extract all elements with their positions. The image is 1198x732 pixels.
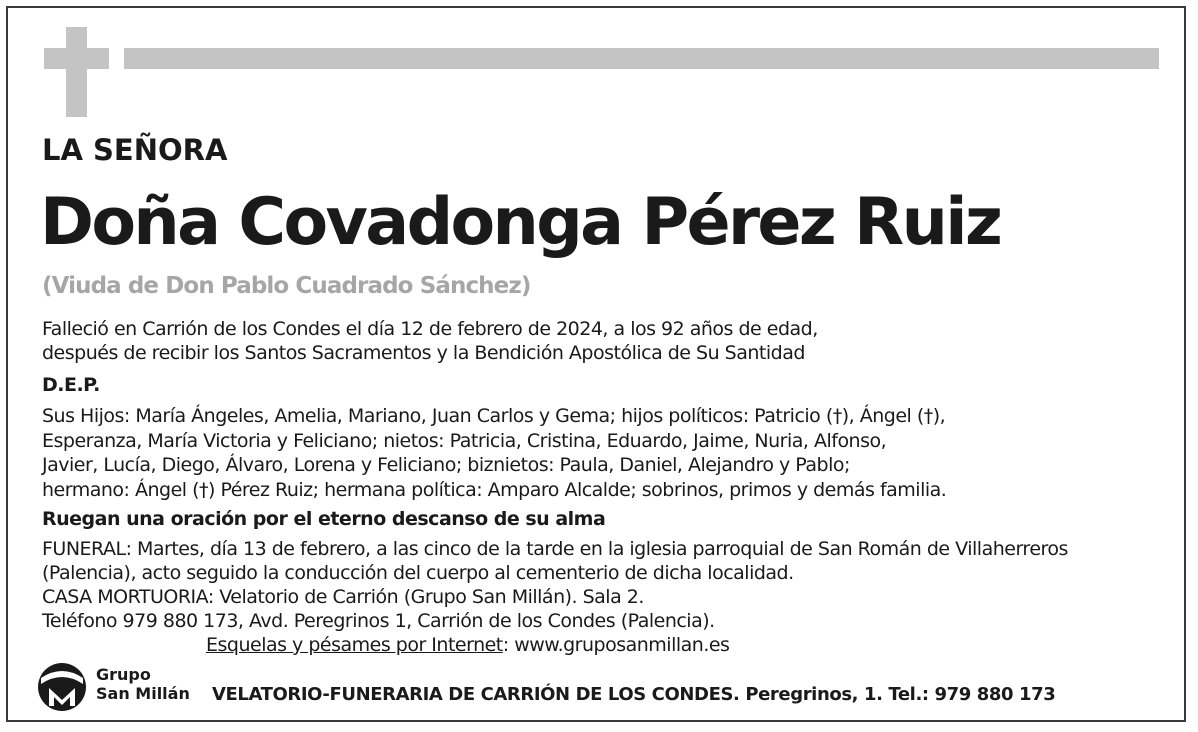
contact-line: Teléfono 979 880 173, Avd. Peregrinos 1, Carrión de los Condes (Palencia). [42,610,715,632]
deceased-name: Doña Covadonga Pérez Ruiz [40,185,1001,260]
logo-line-2: San Millán [96,684,190,703]
internet-label: Esquelas y pésames por Internet [206,634,503,656]
family-line-4: hermano: Ángel (†) Pérez Ruiz; hermana política: Amparo Alcalde; sobrinos, primos y demás familia. [42,479,947,501]
funeral-home-address: Peregrinos, 1. Tel.: 979 880 173 [739,684,1056,705]
internet-line [206,633,729,657]
cross-icon-vertical [66,27,87,117]
family-line-2: Esperanza, María Victoria y Feliciano; nietos: Patricia, Cristina, Eduardo, Jaime, Nuria, Alfonso, [42,430,887,452]
honorific-title: LA SEÑORA [42,133,228,167]
death-line-1: Falleció en Carrión de los Condes el día 12 de febrero de 2024, a los 92 años de edad, [42,318,818,340]
header-bar [124,48,1159,69]
funeral-line-1: FUNERAL: Martes, día 13 de febrero, a las cinco de la tarde en la iglesia parroquial de San Román de Villaherreros [42,538,1068,560]
funeral-line-2: (Palencia), acto seguido la conducción del cuerpo al cementerio de dicha localidad. [42,562,794,584]
footer-line [212,682,1055,708]
family-line-3: Javier, Lucía, Diego, Álvaro, Lorena y Feliciano; biznietos: Paula, Daniel, Alejandro y Pablo; [42,454,850,476]
family-line-1: Sus Hijos: María Ángeles, Amelia, Mariano, Juan Carlos y Gema; hijos políticos: Patricio (†), Ángel (†), [42,405,946,427]
group-logo-icon [37,662,87,712]
dep-label: D.E.P. [42,374,100,396]
death-line-2: después de recibir los Santos Sacramentos y la Bendición Apostólica de Su Santidad [42,342,805,364]
funeral-home-name: VELATORIO-FUNERARIA DE CARRIÓN DE LOS CONDES. [212,684,740,705]
prayer-request: Ruegan una oración por el eterno descanso de su alma [42,508,606,530]
internet-separator: : [502,634,515,656]
cross-icon-horizontal [44,48,109,69]
widow-note: (Viuda de Don Pablo Cuadrado Sánchez) [42,273,531,299]
wake-location-line: CASA MORTUORIA: Velatorio de Carrión (Grupo San Millán). Sala 2. [42,586,644,608]
website-link[interactable]: www.gruposanmillan.es [514,634,730,656]
logo-text [96,665,190,703]
logo-line-1: Grupo [96,665,151,684]
